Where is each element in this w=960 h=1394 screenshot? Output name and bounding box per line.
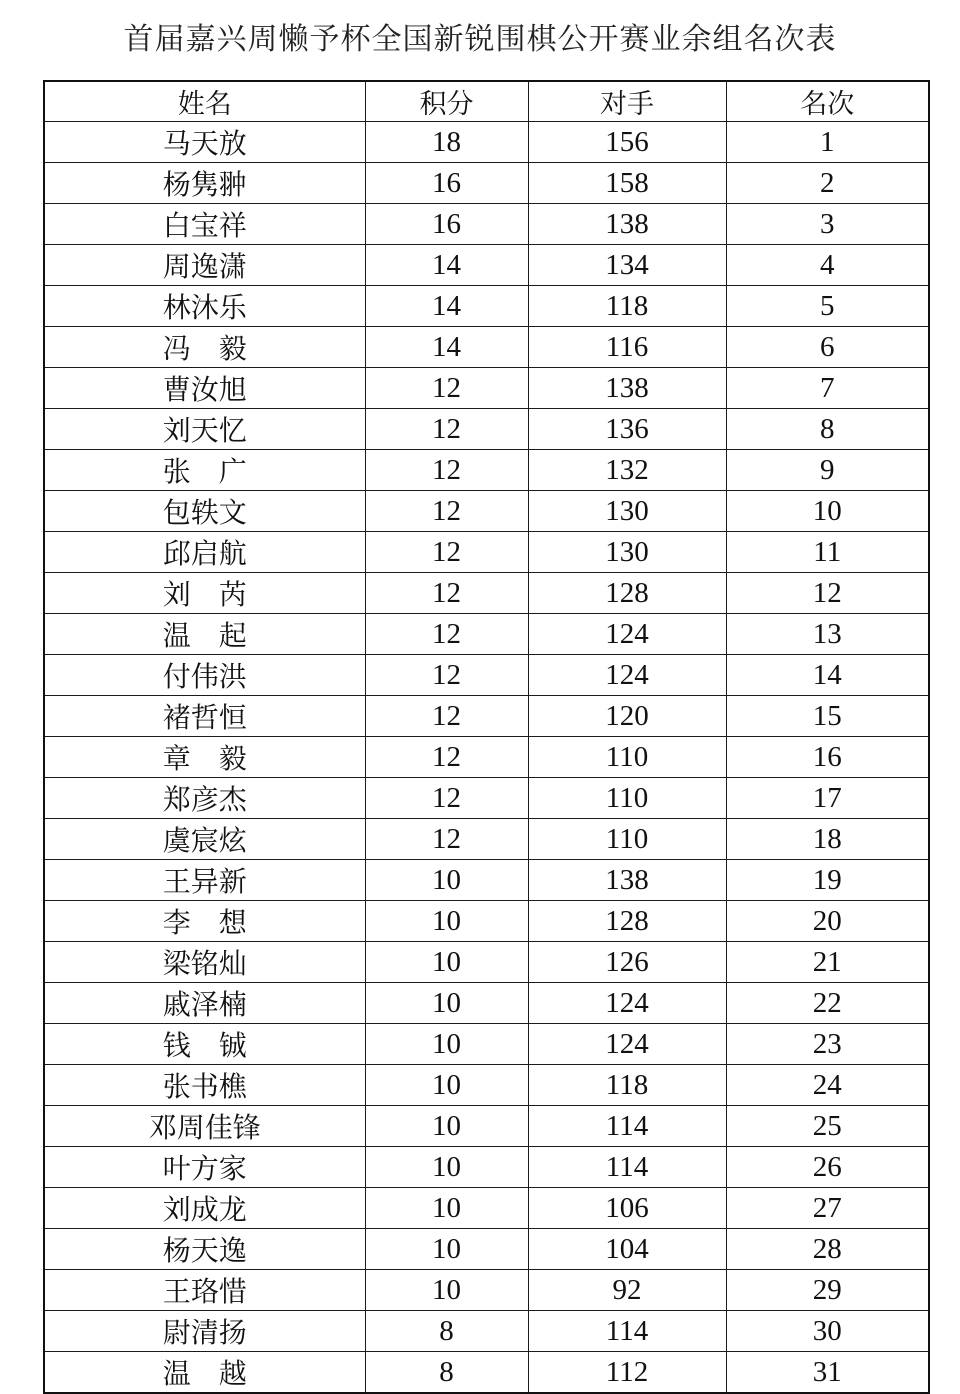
points-cell: 10 bbox=[365, 1229, 528, 1270]
opponent-score-cell: 106 bbox=[528, 1188, 726, 1229]
points-cell: 8 bbox=[365, 1352, 528, 1394]
rank-cell: 13 bbox=[726, 614, 929, 655]
opponent-score-cell: 110 bbox=[528, 778, 726, 819]
table-row bbox=[44, 1229, 929, 1270]
points-cell: 12 bbox=[365, 655, 528, 696]
table-row bbox=[44, 1311, 929, 1352]
player-name-cell: 梁铭灿 bbox=[44, 942, 365, 983]
points-cell: 12 bbox=[365, 778, 528, 819]
rank-cell: 23 bbox=[726, 1024, 929, 1065]
rank-cell: 5 bbox=[726, 286, 929, 327]
points-cell: 18 bbox=[365, 122, 528, 163]
rank-cell: 24 bbox=[726, 1065, 929, 1106]
opponent-score-cell: 130 bbox=[528, 491, 726, 532]
opponent-score-cell: 136 bbox=[528, 409, 726, 450]
table-row bbox=[44, 819, 929, 860]
header-rank: 名次 bbox=[726, 81, 929, 122]
rank-cell: 8 bbox=[726, 409, 929, 450]
table-row bbox=[44, 1065, 929, 1106]
player-name-cell: 虞宸炫 bbox=[44, 819, 365, 860]
player-name-cell: 邓周佳锋 bbox=[44, 1106, 365, 1147]
points-cell: 12 bbox=[365, 450, 528, 491]
table-row bbox=[44, 1188, 929, 1229]
points-cell: 10 bbox=[365, 1270, 528, 1311]
opponent-score-cell: 124 bbox=[528, 655, 726, 696]
rank-cell: 19 bbox=[726, 860, 929, 901]
table-row bbox=[44, 491, 929, 532]
table-row bbox=[44, 696, 929, 737]
table-row bbox=[44, 204, 929, 245]
points-cell: 10 bbox=[365, 1024, 528, 1065]
player-name-cell: 马天放 bbox=[44, 122, 365, 163]
table-row bbox=[44, 1024, 929, 1065]
opponent-score-cell: 114 bbox=[528, 1147, 726, 1188]
points-cell: 12 bbox=[365, 532, 528, 573]
table-row bbox=[44, 286, 929, 327]
points-cell: 10 bbox=[365, 1147, 528, 1188]
rank-cell: 10 bbox=[726, 491, 929, 532]
player-name-cell: 刘成龙 bbox=[44, 1188, 365, 1229]
points-cell: 10 bbox=[365, 983, 528, 1024]
opponent-score-cell: 116 bbox=[528, 327, 726, 368]
opponent-score-cell: 118 bbox=[528, 1065, 726, 1106]
table-row bbox=[44, 983, 929, 1024]
player-name-cell: 王珞惜 bbox=[44, 1270, 365, 1311]
player-name-cell: 冯 毅 bbox=[44, 327, 365, 368]
player-name-cell: 叶方家 bbox=[44, 1147, 365, 1188]
opponent-score-cell: 130 bbox=[528, 532, 726, 573]
player-name-cell: 郑彦杰 bbox=[44, 778, 365, 819]
points-cell: 12 bbox=[365, 409, 528, 450]
opponent-score-cell: 120 bbox=[528, 696, 726, 737]
header-opponent-score: 对手 bbox=[528, 81, 726, 122]
player-name-cell: 林沐乐 bbox=[44, 286, 365, 327]
rank-cell: 31 bbox=[726, 1352, 929, 1394]
points-cell: 14 bbox=[365, 245, 528, 286]
table-row bbox=[44, 327, 929, 368]
rank-cell: 21 bbox=[726, 942, 929, 983]
opponent-score-cell: 138 bbox=[528, 204, 726, 245]
rank-cell: 15 bbox=[726, 696, 929, 737]
player-name-cell: 曹汝旭 bbox=[44, 368, 365, 409]
opponent-score-cell: 156 bbox=[528, 122, 726, 163]
opponent-score-cell: 112 bbox=[528, 1352, 726, 1394]
table-row bbox=[44, 573, 929, 614]
opponent-score-cell: 138 bbox=[528, 368, 726, 409]
table-header bbox=[44, 81, 929, 122]
table-row bbox=[44, 532, 929, 573]
opponent-score-cell: 134 bbox=[528, 245, 726, 286]
header-name: 姓名 bbox=[44, 81, 365, 122]
rank-cell: 29 bbox=[726, 1270, 929, 1311]
player-name-cell: 周逸潇 bbox=[44, 245, 365, 286]
table-body bbox=[44, 122, 929, 1394]
table-row bbox=[44, 778, 929, 819]
player-name-cell: 王异新 bbox=[44, 860, 365, 901]
opponent-score-cell: 110 bbox=[528, 819, 726, 860]
points-cell: 12 bbox=[365, 368, 528, 409]
rank-cell: 20 bbox=[726, 901, 929, 942]
points-cell: 12 bbox=[365, 696, 528, 737]
table-row bbox=[44, 942, 929, 983]
points-cell: 14 bbox=[365, 286, 528, 327]
points-cell: 10 bbox=[365, 860, 528, 901]
table-row bbox=[44, 1352, 929, 1394]
opponent-score-cell: 124 bbox=[528, 614, 726, 655]
header-points: 积分 bbox=[365, 81, 528, 122]
table-row bbox=[44, 655, 929, 696]
rank-cell: 1 bbox=[726, 122, 929, 163]
points-cell: 16 bbox=[365, 204, 528, 245]
opponent-score-cell: 132 bbox=[528, 450, 726, 491]
rank-cell: 25 bbox=[726, 1106, 929, 1147]
page-title: 首届嘉兴周懒予杯全国新锐围棋公开赛业余组名次表 bbox=[123, 22, 837, 57]
table-row bbox=[44, 1147, 929, 1188]
player-name-cell: 李 想 bbox=[44, 901, 365, 942]
table-row bbox=[44, 1106, 929, 1147]
player-name-cell: 付伟洪 bbox=[44, 655, 365, 696]
rank-cell: 26 bbox=[726, 1147, 929, 1188]
opponent-score-cell: 114 bbox=[528, 1311, 726, 1352]
points-cell: 16 bbox=[365, 163, 528, 204]
player-name-cell: 邱启航 bbox=[44, 532, 365, 573]
points-cell: 12 bbox=[365, 819, 528, 860]
player-name-cell: 尉清扬 bbox=[44, 1311, 365, 1352]
opponent-score-cell: 104 bbox=[528, 1229, 726, 1270]
points-cell: 14 bbox=[365, 327, 528, 368]
table-row bbox=[44, 450, 929, 491]
player-name-cell: 温 起 bbox=[44, 614, 365, 655]
table-row bbox=[44, 614, 929, 655]
rank-cell: 9 bbox=[726, 450, 929, 491]
header-row bbox=[44, 81, 929, 122]
player-name-cell: 褚哲恒 bbox=[44, 696, 365, 737]
rank-cell: 22 bbox=[726, 983, 929, 1024]
points-cell: 10 bbox=[365, 1065, 528, 1106]
ranking-table bbox=[43, 80, 930, 1394]
table-row bbox=[44, 368, 929, 409]
player-name-cell: 章 毅 bbox=[44, 737, 365, 778]
points-cell: 10 bbox=[365, 1188, 528, 1229]
points-cell: 10 bbox=[365, 901, 528, 942]
player-name-cell: 白宝祥 bbox=[44, 204, 365, 245]
player-name-cell: 张 广 bbox=[44, 450, 365, 491]
points-cell: 10 bbox=[365, 1106, 528, 1147]
opponent-score-cell: 128 bbox=[528, 901, 726, 942]
table-row bbox=[44, 409, 929, 450]
points-cell: 12 bbox=[365, 491, 528, 532]
player-name-cell: 温 越 bbox=[44, 1352, 365, 1394]
player-name-cell: 戚泽楠 bbox=[44, 983, 365, 1024]
rank-cell: 12 bbox=[726, 573, 929, 614]
player-name-cell: 钱 铖 bbox=[44, 1024, 365, 1065]
opponent-score-cell: 92 bbox=[528, 1270, 726, 1311]
player-name-cell: 张书樵 bbox=[44, 1065, 365, 1106]
opponent-score-cell: 126 bbox=[528, 942, 726, 983]
player-name-cell: 杨天逸 bbox=[44, 1229, 365, 1270]
opponent-score-cell: 114 bbox=[528, 1106, 726, 1147]
opponent-score-cell: 158 bbox=[528, 163, 726, 204]
rank-cell: 11 bbox=[726, 532, 929, 573]
player-name-cell: 杨隽翀 bbox=[44, 163, 365, 204]
rank-cell: 14 bbox=[726, 655, 929, 696]
player-name-cell: 刘 芮 bbox=[44, 573, 365, 614]
rank-cell: 3 bbox=[726, 204, 929, 245]
table-row bbox=[44, 1270, 929, 1311]
rank-cell: 2 bbox=[726, 163, 929, 204]
rank-cell: 17 bbox=[726, 778, 929, 819]
opponent-score-cell: 118 bbox=[528, 286, 726, 327]
points-cell: 12 bbox=[365, 737, 528, 778]
table-row bbox=[44, 122, 929, 163]
opponent-score-cell: 124 bbox=[528, 1024, 726, 1065]
player-name-cell: 包轶文 bbox=[44, 491, 365, 532]
rank-cell: 6 bbox=[726, 327, 929, 368]
player-name-cell: 刘天忆 bbox=[44, 409, 365, 450]
table-row bbox=[44, 901, 929, 942]
rank-cell: 18 bbox=[726, 819, 929, 860]
opponent-score-cell: 138 bbox=[528, 860, 726, 901]
rank-cell: 16 bbox=[726, 737, 929, 778]
opponent-score-cell: 128 bbox=[528, 573, 726, 614]
opponent-score-cell: 110 bbox=[528, 737, 726, 778]
rank-cell: 27 bbox=[726, 1188, 929, 1229]
points-cell: 12 bbox=[365, 573, 528, 614]
rank-cell: 28 bbox=[726, 1229, 929, 1270]
rank-cell: 4 bbox=[726, 245, 929, 286]
rank-cell: 30 bbox=[726, 1311, 929, 1352]
table-row bbox=[44, 737, 929, 778]
rank-cell: 7 bbox=[726, 368, 929, 409]
opponent-score-cell: 124 bbox=[528, 983, 726, 1024]
table-row bbox=[44, 163, 929, 204]
table-row bbox=[44, 245, 929, 286]
points-cell: 10 bbox=[365, 942, 528, 983]
points-cell: 12 bbox=[365, 614, 528, 655]
table-row bbox=[44, 860, 929, 901]
points-cell: 8 bbox=[365, 1311, 528, 1352]
